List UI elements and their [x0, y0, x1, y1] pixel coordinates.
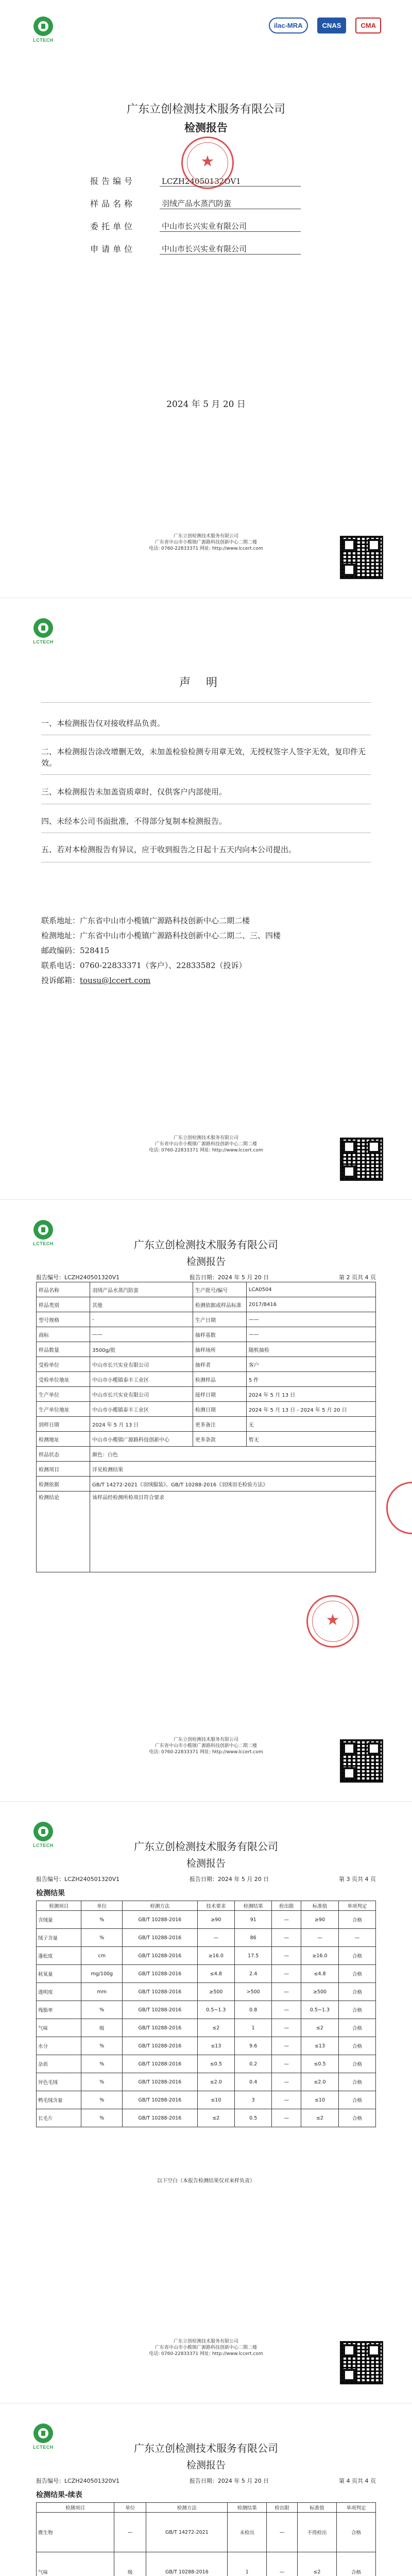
table-cell: 86: [235, 1929, 272, 1947]
certification-logos: [269, 18, 381, 33]
sample-info-page: [0, 1204, 412, 1802]
info-label-cell: 样品状态: [37, 1447, 90, 1462]
info-value-cell: 2024 年 5 月 13 日 - 2024 年 5 月 20 日: [246, 1402, 375, 1417]
info-label-cell: 生产日期: [193, 1312, 246, 1327]
info-label-cell: 抽样场所: [193, 1342, 246, 1357]
report-date: 2024 年 5 月 20 日: [166, 399, 246, 410]
contact-address: 联系地址：广东省中山市小榄镇广源路科技创新中心二期二楼: [41, 916, 250, 925]
info-value-cell: 5 件: [246, 1372, 375, 1387]
info-table-row: [37, 1402, 376, 1417]
table-cell: 合格: [338, 1983, 375, 2001]
table-cell: ≥90: [197, 1911, 234, 1929]
column-header: 检测结果: [228, 2503, 267, 2513]
column-header: 单项判定: [338, 1901, 375, 1911]
report-title: 检测报告: [186, 2460, 226, 2471]
info-value-cell: 该样品经检测所检项目符合要求: [90, 1492, 376, 1572]
table-cell: ≤0.5: [301, 2055, 338, 2073]
page-footer: 广东立创检测技术服务有限公司 广东省中山市小榄镇广源路科技创新中心二期二楼 电话: 0760-22833371 网址: http://www.lccert.com: [149, 2339, 263, 2357]
column-header: 检出限: [267, 2503, 298, 2513]
info-row-client: 委托单位 中山市长兴实业有限公司: [90, 209, 301, 232]
page-footer: 广东立创检测技术服务有限公司 广东省中山市小榄镇广源路科技创新中心二期二楼 电话: 0760-22833371 网址: http://www.lccert.com: [149, 534, 263, 551]
column-header: 技术要求: [197, 1901, 234, 1911]
qr-code: [340, 2341, 383, 2384]
info-label-cell: 检测地址: [37, 1432, 90, 1447]
statement-item: 三、本检测报告未加盖资质章时，仅供客户内部使用。: [41, 787, 227, 796]
table-row: [37, 1929, 376, 1947]
table-cell: 合格: [338, 2055, 375, 2073]
table-cell: GB/T 10288-2016: [123, 2001, 198, 2019]
section-title: 检测结果-续表: [36, 2491, 82, 2499]
info-value-cell: ——: [246, 1327, 375, 1342]
report-title: 检测报告: [186, 1256, 226, 1267]
section-title: 检测结果: [36, 1889, 65, 1897]
table-cell: —: [114, 2513, 146, 2552]
info-label-cell: 检测日期: [193, 1402, 246, 1417]
table-cell: GB/T 10288-2016: [123, 1965, 198, 1983]
table-cell: 长毛片: [37, 2109, 81, 2127]
table-cell: —: [272, 2001, 301, 2019]
table-cell: %: [81, 1929, 123, 1947]
table-cell: 0.5: [235, 2109, 272, 2127]
logo-text: LCTECH: [33, 38, 54, 43]
table-cell: 0.8: [235, 2001, 272, 2019]
table-cell: 合格: [338, 1947, 375, 1965]
table-cell: 残脂率: [37, 2001, 81, 2019]
official-stamp: [306, 1595, 359, 1648]
table-cell: 合格: [338, 2037, 375, 2055]
table-cell: —: [272, 2073, 301, 2091]
info-table-row: [37, 1447, 376, 1462]
column-header: 检出限: [272, 1901, 301, 1911]
table-cell: 合格: [338, 2091, 375, 2109]
info-value-cell: 颜色：白色: [90, 1447, 376, 1462]
table-cell: 0.5~1.3: [197, 2001, 234, 2019]
table-cell: GB/T 10288-2016: [123, 2055, 198, 2073]
info-table-row: [37, 1282, 376, 1297]
table-cell: 不得检出: [298, 2513, 337, 2552]
table-cell: 合格: [338, 2109, 375, 2127]
cnas-logo: CNAS: [317, 18, 347, 33]
info-label-cell: 受检单位: [37, 1357, 90, 1372]
info-table-row: [37, 1342, 376, 1357]
info-value-cell: 中山市小榄镇泰丰工业区: [90, 1402, 193, 1417]
info-label-cell: 接样日期: [193, 1387, 246, 1402]
table-row: [37, 2109, 376, 2127]
table-cell: 耗氧量: [37, 1965, 81, 1983]
table-cell: GB/T 10288-2016: [123, 2037, 198, 2055]
table-cell: ≤0.5: [197, 2055, 234, 2073]
info-table-row: [37, 1327, 376, 1342]
contact-email: 投诉邮箱：tousu@lccert.com: [41, 976, 151, 985]
column-header: 单项判定: [337, 2503, 376, 2513]
table-cell: 未检出: [228, 2513, 267, 2552]
table-cell: ≤10: [197, 2091, 234, 2109]
info-table-row: [37, 1357, 376, 1372]
company-name: 广东立创检测技术服务有限公司: [126, 103, 285, 116]
table-cell: ≥16.0: [301, 1947, 338, 1965]
info-value-cell: 2017/8416: [246, 1297, 375, 1312]
table-row: [37, 2019, 376, 2037]
contact-postcode: 邮政编码：528415: [41, 946, 110, 955]
info-label-cell: 生产单位地址: [37, 1402, 90, 1417]
table-cell: ≤4.8: [301, 1965, 338, 1983]
table-cell: —: [272, 1983, 301, 2001]
sample-info-table: [36, 1282, 376, 1572]
report-meta: 报告编号：LCZH240501320V1 报告日期：2024 年 5 月 20 日 第 3 页共 4 页: [36, 1876, 376, 1883]
info-value-cell: 随机抽检: [246, 1342, 375, 1357]
table-cell: ≤2: [197, 2019, 234, 2037]
table-cell: ≥500: [301, 1983, 338, 2001]
info-value-cell: LCA0504: [246, 1282, 375, 1297]
info-table-row: [37, 1387, 376, 1402]
column-header: 检测项目: [37, 1901, 81, 1911]
info-table-row: [37, 1477, 376, 1492]
info-value-cell: GB/T 14272-2021《羽绒服装》、GB/T 10288-2016《羽绒羽毛检验方法》: [90, 1477, 376, 1492]
table-cell: ≤10: [301, 2091, 338, 2109]
contact-test-address: 检测地址：广东省中山市小榄镇广源路科技创新中心二期二、三、四楼: [41, 931, 281, 940]
info-value-cell: 中山市小榄镇广源路科技创新中心: [90, 1432, 193, 1447]
info-value-cell: 暂无: [246, 1432, 375, 1447]
table-cell: —: [272, 1965, 301, 1983]
table-cell: ≥500: [197, 1983, 234, 2001]
info-value-cell: 2024 年 5 月 13 日: [90, 1417, 193, 1432]
info-label-cell: 检测结论: [37, 1492, 90, 1572]
column-header: 检测方法: [146, 2503, 228, 2513]
table-cell: 1: [235, 2019, 272, 2037]
info-value-cell: ——: [246, 1312, 375, 1327]
contact-phone: 联系电话：0760-22833371（客户）、22833582（投诉）: [41, 961, 247, 970]
table-cell: 异色毛绒: [37, 2073, 81, 2091]
table-cell: —: [272, 2091, 301, 2109]
table-row: [37, 1965, 376, 1983]
table-cell: 合格: [338, 1911, 375, 1929]
company-name: 广东立创检测技术服务有限公司: [134, 1239, 278, 1251]
info-value-cell: 其他: [90, 1297, 193, 1312]
end-note: 以下空白（本报告检测结果仅对来样负责）: [157, 2178, 255, 2184]
star-icon: ★: [325, 1611, 340, 1629]
table-cell: >500: [235, 1983, 272, 2001]
results-page: [0, 1805, 412, 2403]
table-cell: 合格: [337, 2552, 376, 2576]
table-cell: %: [81, 1911, 123, 1929]
table-cell: —: [272, 1929, 301, 1947]
info-table-row: [37, 1492, 376, 1572]
info-value-cell: 中山市小榄镇泰丰工业区: [90, 1372, 193, 1387]
table-cell: 0.5~1.3: [301, 2001, 338, 2019]
info-row-applicant: 申请单位 中山市长兴实业有限公司: [90, 232, 301, 255]
info-label-cell: 更多备注: [193, 1417, 246, 1432]
info-label-cell: 更多条款: [193, 1432, 246, 1447]
table-cell: —: [267, 2552, 298, 2576]
report-meta: 报告编号：LCZH240501320V1 报告日期：2024 年 5 月 20 日 第 2 页共 4 页: [36, 1274, 376, 1281]
official-stamp: [181, 137, 234, 189]
table-cell: 水分: [37, 2037, 81, 2055]
column-header: 检测方法: [123, 1901, 198, 1911]
table-cell: %: [81, 2001, 123, 2019]
table-cell: 17.5: [235, 1947, 272, 1965]
table-cell: %: [81, 2073, 123, 2091]
column-header: 单位: [114, 2503, 146, 2513]
info-label-cell: 样品类别: [37, 1297, 90, 1312]
table-row: [37, 2513, 376, 2552]
table-cell: mm: [81, 1983, 123, 2001]
table-cell: —: [272, 1947, 301, 1965]
table-cell: ≥16.0: [197, 1947, 234, 1965]
info-table-row: [37, 1417, 376, 1432]
info-value-cell: 中山市长兴实业有限公司: [90, 1387, 193, 1402]
page-footer: 广东立创检测技术服务有限公司 广东省中山市小榄镇广源路科技创新中心二期二楼 电话: 0760-22833371 网址: http://www.lccert.com: [149, 1136, 263, 1153]
table-cell: %: [81, 2055, 123, 2073]
table-cell: 9.6: [235, 2037, 272, 2055]
table-cell: 透明度: [37, 1983, 81, 2001]
qr-code: [340, 1138, 383, 1181]
results-cont-table: [36, 2502, 376, 2576]
lctech-logo: LCTECH: [30, 1220, 57, 1246]
table-cell: 蓬松度: [37, 1947, 81, 1965]
table-cell: 微生物: [37, 2513, 114, 2552]
table-cell: ≤2: [298, 2552, 337, 2576]
info-table-row: [37, 1462, 376, 1477]
lctech-logo-icon: [33, 16, 53, 36]
table-cell: ≤4.8: [197, 1965, 234, 1983]
results-cont-page: [0, 2407, 412, 2576]
table-cell: 合格: [338, 2019, 375, 2037]
star-icon: ★: [200, 152, 215, 171]
table-cell: 气味: [37, 2019, 81, 2037]
table-cell: ≤2.0: [197, 2073, 234, 2091]
company-name: 广东立创检测技术服务有限公司: [134, 2442, 278, 2454]
table-cell: 91: [235, 1911, 272, 1929]
table-cell: ≤2: [301, 2109, 338, 2127]
statement-item: 一、本检测报告仅对接收样品负责。: [41, 719, 165, 728]
report-title: 检测报告: [184, 121, 228, 134]
table-cell: —: [272, 2037, 301, 2055]
table-cell: ≤2: [197, 2109, 234, 2127]
cma-logo: CMA: [355, 18, 381, 33]
table-cell: GB/T 10288-2016: [123, 1947, 198, 1965]
table-cell: GB/T 10288-2016: [123, 2019, 198, 2037]
report-meta: 报告编号：LCZH240501320V1 报告日期：2024 年 5 月 20 日 第 4 页共 4 页: [36, 2478, 376, 2484]
lctech-logo: LCTECH: [30, 1822, 57, 1848]
table-cell: 气味: [37, 2552, 114, 2576]
lctech-logo-icon: [33, 618, 53, 638]
table-cell: 合格: [338, 1965, 375, 1983]
table-cell: —: [272, 1911, 301, 1929]
table-cell: GB/T 10288-2016: [123, 1983, 198, 2001]
column-header: 检测结果: [235, 1901, 272, 1911]
table-cell: 0.2: [235, 2055, 272, 2073]
table-cell: 1: [228, 2552, 267, 2576]
statement-item: 四、未经本公司书面批准，不得部分复制本检测报告。: [41, 817, 227, 826]
table-cell: 级: [114, 2552, 146, 2576]
contact-info: [41, 913, 281, 988]
column-header: 检测项目: [37, 2503, 114, 2513]
column-header: 标准值: [301, 1901, 338, 1911]
table-cell: 2.4: [235, 1965, 272, 1983]
info-label-cell: 型号规格: [37, 1312, 90, 1327]
table-cell: %: [81, 2109, 123, 2127]
info-table-row: [37, 1432, 376, 1447]
info-label-cell: 检测依据: [37, 1477, 90, 1492]
info-value-cell: 无: [246, 1417, 375, 1432]
table-row: [37, 2055, 376, 2073]
table-cell: —: [301, 1929, 338, 1947]
info-label-cell: 生产批号/编号: [193, 1282, 246, 1297]
results-table: [36, 1901, 376, 2127]
table-row: [37, 1983, 376, 2001]
table-row: [37, 2001, 376, 2019]
table-cell: GB/T 10288-2016: [123, 1911, 198, 1929]
table-cell: 3: [235, 2091, 272, 2109]
company-name: 广东立创检测技术服务有限公司: [134, 1840, 278, 1853]
table-row: [37, 2552, 376, 2576]
seam-stamp: [386, 1482, 412, 1534]
info-label-cell: 检测项目: [37, 1462, 90, 1477]
statement-page: [0, 602, 412, 1200]
table-cell: —: [272, 2019, 301, 2037]
info-label-cell: 检测样品: [193, 1372, 246, 1387]
info-label-cell: 商标: [37, 1327, 90, 1342]
table-cell: —: [197, 1929, 234, 1947]
info-label-cell: 受检单位地址: [37, 1372, 90, 1387]
info-table-row: [37, 1297, 376, 1312]
info-label-cell: 检测依据或样品标准: [193, 1297, 246, 1312]
qr-code: [340, 536, 383, 579]
info-value-cell: 3500g/批: [90, 1342, 193, 1357]
table-cell: 鸭毛绒含量: [37, 2091, 81, 2109]
table-cell: 0.4: [235, 2073, 272, 2091]
info-value-cell: 2024 年 5 月 13 日: [246, 1387, 375, 1402]
table-cell: 合格: [338, 2001, 375, 2019]
info-value-cell: 中山市长兴实业有限公司: [90, 1357, 193, 1372]
table-cell: GB/T 10288-2016: [123, 1929, 198, 1947]
column-header: 单位: [81, 1901, 123, 1911]
table-cell: GB/T 10288-2016: [123, 2091, 198, 2109]
info-value-cell: 详见检测结果: [90, 1462, 376, 1477]
statement-title: 声明: [179, 676, 233, 689]
table-cell: 级: [81, 2019, 123, 2037]
lctech-logo: LCTECH: [30, 2424, 57, 2450]
table-cell: GB/T 10288-2016: [123, 2109, 198, 2127]
table-cell: ≤13: [197, 2037, 234, 2055]
table-row: [37, 1947, 376, 1965]
cover-page: [0, 0, 412, 598]
table-cell: 绒子含量: [37, 1929, 81, 1947]
table-cell: %: [81, 2037, 123, 2055]
info-value-cell: 羽绒产品水蒸汽防蛮: [90, 1282, 193, 1297]
info-label-cell: 抽样者: [193, 1357, 246, 1372]
page-footer: 广东立创检测技术服务有限公司 广东省中山市小榄镇广源路科技创新中心二期二楼 电话: 0760-22833371 网址: http://www.lccert.com: [149, 1737, 263, 1755]
table-cell: ≤2: [301, 2019, 338, 2037]
table-cell: mg/100g: [81, 1965, 123, 1983]
info-table-row: [37, 1372, 376, 1387]
table-cell: ≤13: [301, 2037, 338, 2055]
table-cell: —: [267, 2513, 298, 2552]
table-cell: —: [338, 1929, 375, 1947]
ilac-mra-logo: ilac-MRA: [269, 18, 308, 33]
complaint-email-link[interactable]: tousu@lccert.com: [80, 976, 151, 985]
table-row: [37, 1911, 376, 1929]
table-cell: 杂质: [37, 2055, 81, 2073]
info-label-cell: 到样日期: [37, 1417, 90, 1432]
table-cell: —: [272, 2055, 301, 2073]
info-value-cell: ——: [90, 1327, 193, 1342]
statement-item: 二、本检测报告涂改增删无效，未加盖检验检测专用章无效，无授权签字人签字无效，复印件无效。: [41, 747, 366, 768]
info-label-cell: 生产单位: [37, 1387, 90, 1402]
column-header: 标准值: [298, 2503, 337, 2513]
qr-code: [340, 1739, 383, 1783]
table-cell: GB/T 10288-2016: [123, 2073, 198, 2091]
table-cell: 含绒量: [37, 1911, 81, 1929]
table-row: [37, 2073, 376, 2091]
table-cell: —: [272, 2109, 301, 2127]
info-value-cell: 客户: [246, 1357, 375, 1372]
lctech-logo: LCTECH: [30, 618, 57, 645]
statement-item: 五、若对本检测报告有异议，应于收到报告之日起十五天内向本公司提出。: [41, 845, 297, 854]
table-cell: GB/T 14272-2021: [146, 2513, 228, 2552]
table-cell: 合格: [338, 2073, 375, 2091]
info-label-cell: 抽样基数: [193, 1327, 246, 1342]
report-title: 检测报告: [186, 1858, 226, 1869]
info-row-sample-name: 样品名称 羽绒产品水蒸汽防蛮: [90, 187, 301, 209]
table-cell: GB/T 10288-2016: [146, 2552, 228, 2576]
info-label-cell: 样品数量: [37, 1342, 90, 1357]
table-cell: 合格: [337, 2513, 376, 2552]
table-cell: %: [81, 2091, 123, 2109]
divider: [41, 702, 371, 703]
info-table-row: [37, 1312, 376, 1327]
table-cell: cm: [81, 1947, 123, 1965]
table-cell: ≥90: [301, 1911, 338, 1929]
table-row: [37, 2091, 376, 2109]
table-row: [37, 2037, 376, 2055]
info-value-cell: -: [90, 1312, 193, 1327]
lctech-logo: [30, 16, 57, 43]
info-row-report-no: 报告编号 LCZH24050132OV1: [90, 164, 301, 187]
info-label-cell: 样品名称: [37, 1282, 90, 1297]
table-cell: ≤2.0: [301, 2073, 338, 2091]
